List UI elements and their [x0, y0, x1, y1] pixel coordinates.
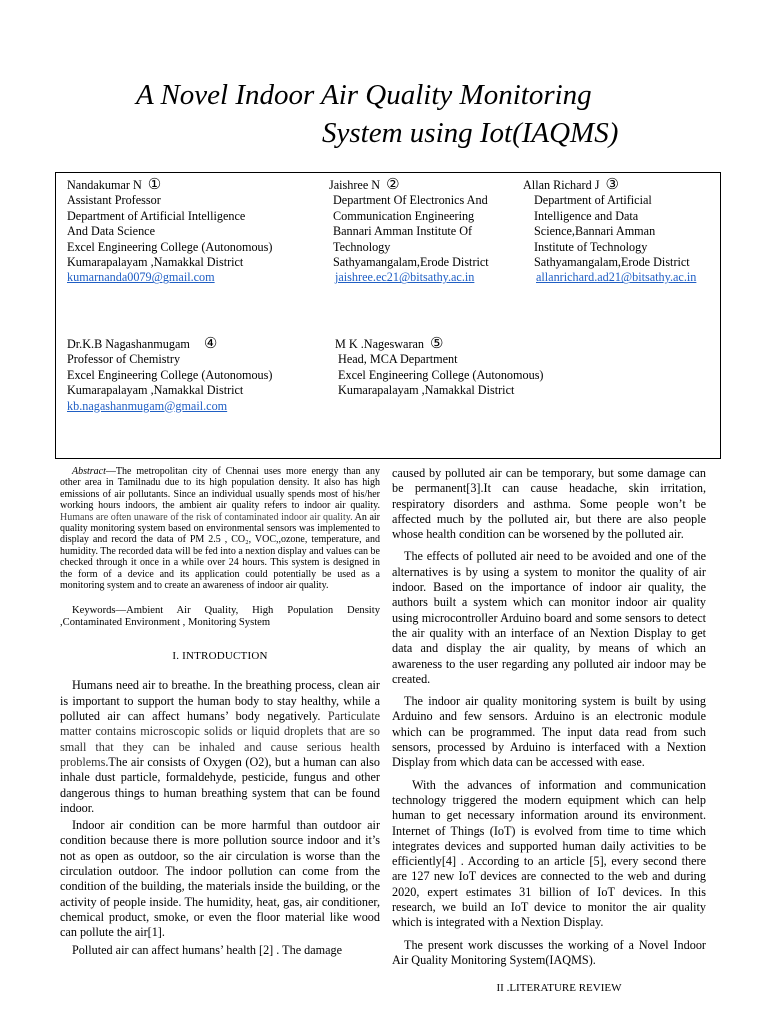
- author-block-4: [67, 337, 272, 414]
- author-line: Institute of Technology: [534, 239, 648, 254]
- author-line: Kumarapalayam ,Namakkal District: [67, 255, 244, 270]
- title-line-2: System using Iot(IAQMS): [322, 117, 619, 149]
- author-line: Assistant Professor: [67, 193, 161, 208]
- abstract: Abstract—The metropolitan city of Chennai uses more energy than any other area in Tamilnadu due to its high population density. It also has high emissions of air pollutants. Since an individual usually spends most of his/her working hours indoors, the ambient air quality refers to indoor air quality. Humans are often unaware of the risk of contaminated indoor air quality. An air quality monitoring system based on environmental sensors was implemented to display and record the data of PM 2.5 , CO₂, VOC,,ozone, temperature, and humidity. The recorded data will be fed into a nextion display and values can be checked through it once in a while over 24 hours. This system is designed in the form of a device and its application could potentially be used as a monitoring system and to create an awareness of indoor air quality.: [60, 466, 380, 592]
- author-number: ①: [147, 177, 162, 193]
- author-number: ④: [203, 336, 218, 352]
- paper-title: [0, 76, 768, 152]
- paragraph: The indoor air quality monitoring system is built by using Arduino and few sensors. Arduino is an electronic module which can be programmed. The input data read from such sensors, processed by Arduino is interfaced with a Nextion Display from which data can be accessed with ease.: [392, 694, 706, 770]
- paragraph: The effects of polluted air need to be avoided and one of the alternatives is by using a system to monitor the quality of air indoor. Based on the importance of indoor air quality, the authors built a system which can monitor indoor air quality using microcontroller Arduino board and some sensors to detect the air quality with an interface of an Nextion Display to get data and display the air quality, by means of which an awareness to the user regarding any polluted air indoor may be created.: [392, 549, 706, 686]
- paragraph: The present work discusses the working of a Novel Indoor Air Quality Monitoring System(IAQMS).: [392, 937, 706, 967]
- author-line: Department of Artificial Intelligence: [67, 208, 246, 223]
- author-line: Bannari Amman Institute Of: [333, 224, 473, 239]
- author-name: Allan Richard J: [523, 178, 600, 192]
- author-block-2: [329, 178, 489, 286]
- author-line: Communication Engineering: [333, 208, 475, 223]
- author-line: Intelligence and Data: [534, 208, 639, 223]
- author-line: Department Of Electronics And: [333, 193, 488, 208]
- author-name: Jaishree N: [329, 178, 381, 192]
- author-line: Professor of Chemistry: [67, 352, 181, 367]
- keywords: Keywords—Ambient Air Quality, High Population Density ,Contaminated Environment , Monitoring System: [60, 605, 380, 629]
- paragraph: With the advances of information and communication technology triggered the modern equipment which can help human to get necessary information around its environment. Internet of Things (IoT) is evolved from time to time which integrates devices and supported human daily activities to be efficiently[4] . According to an article [5], every second there are 127 new IoT devices are connected to the web and during 2020, expert estimates 31 billion of IoT devices. In this research, we build an IoT device to monitor the air quality which is integrated with a Nextion Display.: [392, 777, 706, 930]
- author-block-5: [335, 337, 544, 399]
- author-block-3: [523, 178, 696, 286]
- left-column: [60, 466, 380, 958]
- paragraph: Polluted air can affect humans’ health [2] . The damage: [72, 942, 343, 957]
- authors-box: [55, 172, 721, 459]
- author-line: And Data Science: [67, 224, 155, 239]
- author-number: ②: [386, 177, 400, 193]
- author-name: M K .Nageswaran: [335, 337, 425, 351]
- author-line: Head, MCA Department: [335, 352, 458, 367]
- author-line: Science,Bannari Amman: [534, 224, 656, 239]
- author-block-1: [67, 178, 272, 286]
- abstract-label: Abstract: [72, 466, 106, 477]
- author-email-link[interactable]: kb.nagashanmugam@gmail.com: [67, 398, 228, 413]
- title-line-1: A Novel Indoor Air Quality Monitoring: [136, 79, 592, 111]
- author-line: Kumarapalayam ,Namakkal District: [335, 383, 515, 398]
- author-line: Technology: [333, 239, 391, 254]
- author-line: Excel Engineering College (Autonomous): [67, 239, 273, 254]
- author-line: Department of Artificial: [534, 193, 652, 208]
- author-email-link[interactable]: jaishree.ec21@bitsathy.ac.in: [335, 270, 475, 285]
- author-name: Dr.K.B Nagashanmugam: [67, 337, 190, 351]
- author-line: Sathyamangalam,Erode District: [333, 255, 489, 270]
- paragraph: Humans need air to breathe. In the breathing process, clean air is important to support the human body to stay healthy, while a polluted air can affect humans’ body negatively. Particulate matter contains microscopic solids or liquid droplets that are so small that they can be inhaled and cause serious health problems.The air consists of Oxygen (O2), but a human can also inhale dust particle, formaldehyde, pesticide, fungus and other dangerous things to human breathing system that can be found indoor.: [60, 678, 380, 815]
- author-line: Kumarapalayam ,Namakkal District: [67, 383, 244, 398]
- author-email-link[interactable]: allanrichard.ad21@bitsathy.ac.in: [536, 270, 697, 285]
- paragraph: caused by polluted air can be temporary, but some damage can be permanent[3].It can cause headache, skin irritation, respiratory disorders and asthma. Some people won’t be affected much by the polluted air, but there are also people whose health condition can be worsened by the polluted air.: [392, 466, 706, 542]
- author-number: ⑤: [430, 336, 444, 352]
- author-number: ③: [605, 177, 619, 193]
- author-line: Excel Engineering College (Autonomous): [335, 367, 544, 382]
- author-line: Excel Engineering College (Autonomous): [67, 367, 273, 382]
- paragraph: Indoor air condition can be more harmful than outdoor air condition because there is more pollution source indoor and it’s not as open as outdoor, so the air circulation is worse than the circulation outdoor. The indoor pollution can come from the condition of the building, the materials inside the building, or the activity of people inside. The humidity, heat, gas, air conditioner, chemical product, smoke, or even the floor material like wood can pollute the air[1].: [60, 818, 380, 940]
- section-heading-introduction: I. INTRODUCTION: [172, 650, 268, 663]
- author-line: Sathyamangalam,Erode District: [534, 255, 690, 270]
- section-heading-literature-review: II .LITERATURE REVIEW: [496, 982, 622, 995]
- right-column: [392, 466, 706, 994]
- author-email-link[interactable]: kumarnanda0079@gmail.com: [67, 270, 215, 285]
- author-name: Nandakumar N: [67, 178, 142, 192]
